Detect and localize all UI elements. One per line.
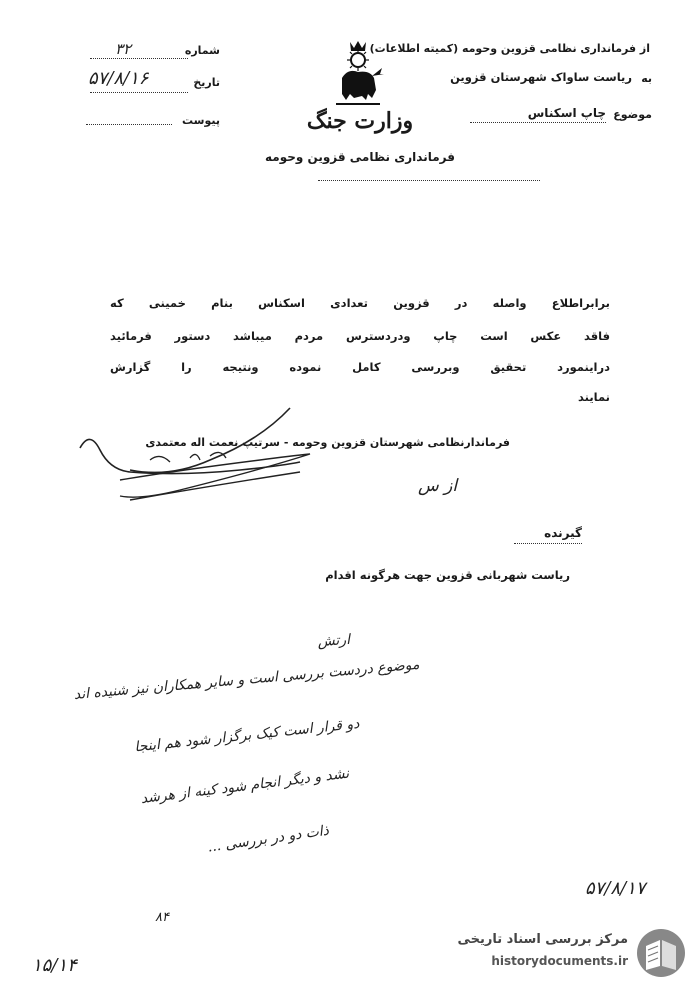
body-line-4: نمایند bbox=[577, 390, 610, 404]
recipients-underline bbox=[514, 543, 582, 544]
from-line: از فرماندارى نظامى قزوین وحومه (کمیته اطلاعات) bbox=[369, 42, 650, 55]
letterhead-divider bbox=[318, 180, 540, 181]
attachment-line bbox=[86, 124, 172, 125]
note-date: ۵۷/۸/۱۷ bbox=[585, 878, 646, 899]
watermark-title: مرکز بررسی اسناد تاریخی bbox=[457, 932, 628, 947]
watermark bbox=[420, 926, 690, 982]
number-value: ۳۲ bbox=[115, 40, 132, 58]
date-label: تاریخ bbox=[193, 76, 220, 89]
note-line-2: موضوع دردست بررسی است و ساير همکاران نيز شنيده اند bbox=[73, 656, 421, 703]
number-line bbox=[90, 58, 188, 59]
body-line-3: دراینمورد تحقیق وبررسى کامل نموده ونتیجه را گزارش bbox=[110, 360, 610, 374]
date-value: ۵۷/۸/۱۶ bbox=[88, 68, 149, 89]
date-line bbox=[90, 92, 188, 93]
handwritten-signature bbox=[60, 400, 320, 520]
to-prefix: به bbox=[641, 72, 652, 85]
subject-label: موضوع bbox=[613, 108, 652, 121]
office-title: فرمانداری نظامی قزوین وحومه bbox=[265, 150, 455, 164]
watermark-url: historydocuments.ir bbox=[491, 954, 628, 968]
body-line-2: فاقد عکس است چاپ ودردسترس مردم میباشد دستور فرمائید bbox=[110, 329, 610, 343]
attachment-label: پیوست bbox=[182, 114, 220, 127]
ministry-title: وزارت جنگ bbox=[306, 108, 414, 134]
note-line-4: نشد و ديگر انجام شود کينه از هرشد bbox=[139, 765, 350, 808]
subject-line bbox=[470, 122, 606, 123]
number-label: شماره bbox=[184, 44, 220, 57]
margin-number: ۱۵/۱۴ bbox=[32, 955, 77, 976]
body-line-1: برابراطلاع واصله در قزوین تعدادى اسکناس بنام خمینى که bbox=[110, 296, 610, 310]
signatory-title: فرماندارنظامى شهرستان قزوین وحومه - سرتیپ نعمت اله معتمدى bbox=[145, 436, 510, 449]
book-logo-icon bbox=[634, 926, 688, 980]
note-line-5: ذات دو در بررسی ... bbox=[206, 822, 330, 856]
to-line: ریاست ساواک شهرستان قزوین bbox=[450, 70, 632, 84]
recipients-line: ریاست شهربانى قزوین جهت هرگونه اقدام bbox=[325, 568, 570, 582]
subject-value: چاپ اسکناس bbox=[527, 106, 606, 120]
handwritten-from: از س bbox=[418, 476, 458, 496]
recipients-heading: گیرنده bbox=[544, 526, 582, 540]
note-line-3: دو قرار است کيک برگزار شود هم اينجا bbox=[133, 715, 361, 756]
note-number: ۸۴ bbox=[155, 910, 169, 925]
note-line-1: ارتش bbox=[317, 631, 351, 651]
